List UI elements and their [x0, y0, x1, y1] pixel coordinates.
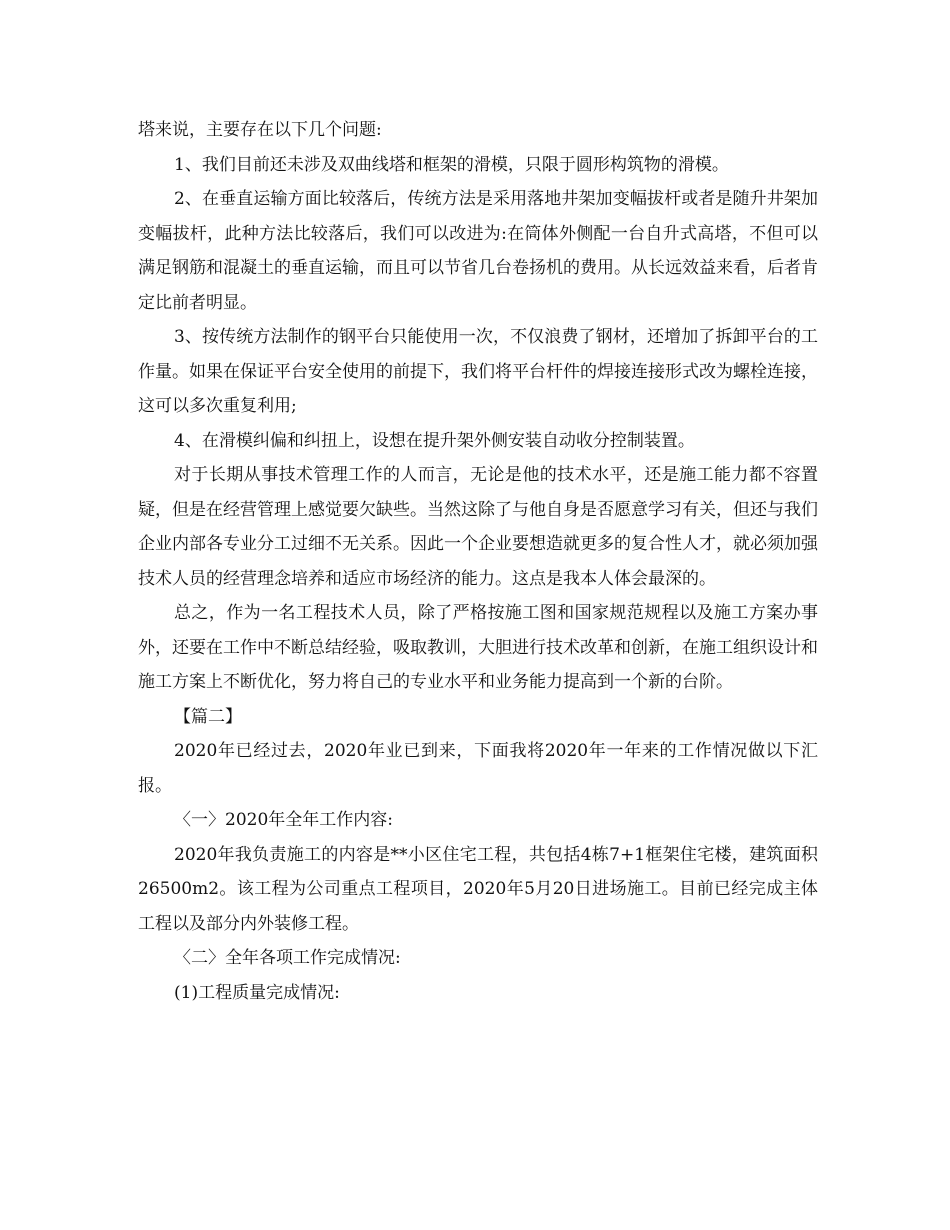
subheading-work-completion: 〈二〉全年各项工作完成情况: [174, 948, 401, 968]
paragraph-continuation: 塔来说，主要存在以下几个问题: [138, 120, 382, 140]
paragraph-issue-4: 4、在滑模纠偏和纠扭上，设想在提升架外侧安装自动收分控制装置。 [174, 430, 695, 451]
paragraph-management: 对于长期从事技术管理工作的人而言，无论是他的技术水平，还是施工能力都不容置疑，但是在经营管理上感觉要欠缺些。当然这除了与他自身是否愿意学习有关，但还与我们企业内部各专业分工过细不无关系。因此一个企业要想造就更多的复合性人才，就必须加强技术人员的经营理念培养和适应市场经济的能力。这点是我本人体会最深的。 [138, 465, 818, 589]
paragraph-work-content: 2020年我负责施工的内容是**小区住宅工程，共包括4栋7+1框架住宅楼，建筑面积26500m2。该工程为公司重点工程项目，2020年5月20日进场施工。目前已经完成主体工程以及部分内外装修工程。 [138, 844, 818, 934]
paragraph-intro: 2020年已经过去，2020年业已到来，下面我将2020年一年来的工作情况做以下汇报。 [138, 741, 818, 796]
paragraph-issue-1: 1、我们目前还未涉及双曲线塔和框架的滑模，只限于圆形构筑物的滑模。 [174, 154, 729, 175]
document-body [138, 113, 818, 1010]
subheading-work-content: 〈一〉2020年全年工作内容: [174, 810, 393, 830]
subheading-quality: (1)工程质量完成情况: [174, 982, 340, 1003]
paragraph-issue-3: 3、按传统方法制作的钢平台只能使用一次，不仅浪费了钢材，还增加了拆卸平台的工作量。如果在保证平台安全使用的前提下，我们将平台杆件的焊接连接形式改为螺栓连接，这可以多次重复利用; [138, 327, 818, 416]
paragraph-conclusion: 总之，作为一名工程技术人员，除了严格按施工图和国家规范规程以及施工方案办事外，还要在工作中不断总结经验，吸取教训，大胆进行技术改革和创新，在施工组织设计和施工方案上不断优化，努力将自己的专业水平和业务能力提高到一个新的台阶。 [138, 603, 818, 692]
paragraph-issue-2: 2、在垂直运输方面比较落后，传统方法是采用落地井架加变幅拔杆或者是随升井架加变幅拔杆，此种方法比较落后，我们可以改进为:在筒体外侧配一台自升式高塔，不但可以满足钢筋和混凝土的垂直运输，而且可以节省几台卷扬机的费用。从长远效益来看，后者肯定比前者明显。 [138, 189, 818, 313]
section-heading-part-two: 【篇二】 [174, 706, 242, 727]
